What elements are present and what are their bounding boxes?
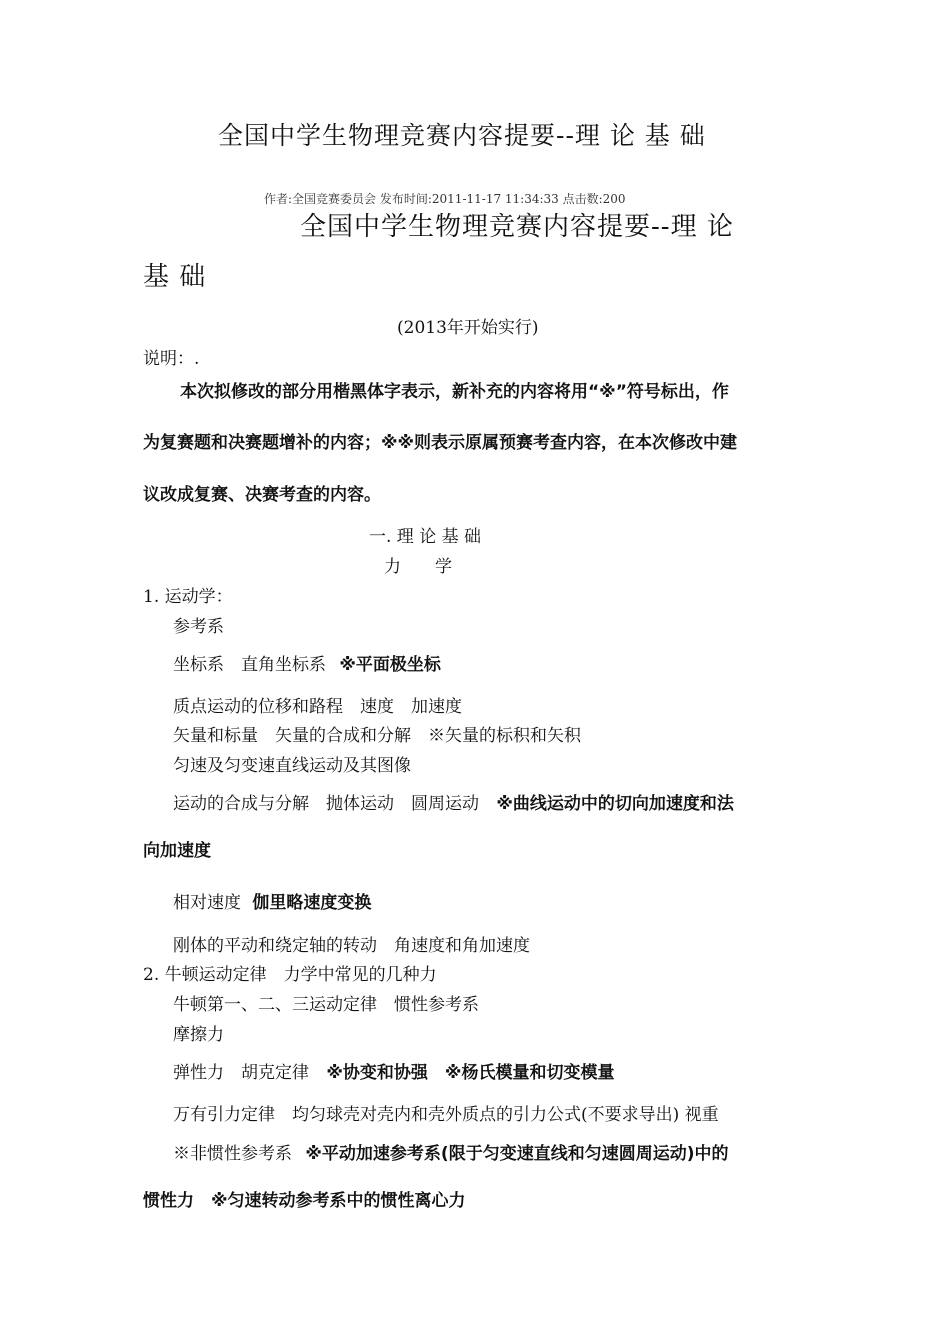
subsection-heading: 力 学 bbox=[384, 557, 452, 577]
s2-line bbox=[173, 1139, 728, 1164]
s1-text: 坐标系 直角坐标系 bbox=[173, 655, 326, 675]
s2-text: 弹性力 胡克定律 bbox=[173, 1063, 309, 1083]
article-title-line1: 全国中学生物理竞赛内容提要--理 论 bbox=[300, 212, 734, 242]
s2-heading: 2. 牛顿运动定律 力学中常见的几种力 bbox=[143, 965, 437, 985]
s1-line-continued: 向加速度 bbox=[143, 841, 211, 861]
s2-text: ※非惯性参考系 bbox=[173, 1144, 292, 1164]
s2-line: 牛顿第一、二、三运动定律 惯性参考系 bbox=[173, 995, 479, 1015]
s2-line bbox=[173, 1058, 614, 1083]
s1-line: 刚体的平动和绕定轴的转动 角速度和角加速度 bbox=[173, 936, 530, 956]
s1-bold-text: ※平面极坐标 bbox=[339, 655, 441, 675]
article-subtitle: (2013年开始实行) bbox=[397, 318, 539, 338]
s1-line bbox=[173, 888, 371, 913]
s1-line: 参考系 bbox=[173, 617, 224, 637]
note-line-2: 为复赛题和决赛题增补的内容；※※则表示原属预赛考查内容，在本次修改中建 bbox=[143, 433, 738, 453]
s1-text: 运动的合成与分解 抛体运动 圆周运动 bbox=[173, 794, 479, 814]
note-label: 说明：. bbox=[143, 349, 200, 369]
s1-heading: 1. 运动学： bbox=[143, 587, 233, 607]
s2-line: 摩擦力 bbox=[173, 1025, 224, 1045]
s1-line: 矢量和标量 矢量的合成和分解 ※矢量的标积和矢积 bbox=[173, 726, 581, 746]
s1-bold-text: 伽里略速度变换 bbox=[252, 893, 372, 913]
section-heading: 一. 理 论 基 础 bbox=[369, 527, 482, 547]
s1-text: 相对速度 bbox=[173, 893, 241, 913]
s2-line: 万有引力定律 均匀球壳对壳内和壳外质点的引力公式(不要求导出) 视重 bbox=[173, 1105, 719, 1125]
s1-line bbox=[173, 789, 734, 814]
s1-bold-text: ※曲线运动中的切向加速度和法 bbox=[496, 794, 734, 814]
s1-line bbox=[173, 650, 441, 675]
s2-line-continued: 惯性力 ※匀速转动参考系中的惯性离心力 bbox=[143, 1191, 466, 1211]
article-title-line2: 基 础 bbox=[143, 262, 207, 292]
s1-line: 匀速及匀变速直线运动及其图像 bbox=[173, 756, 411, 776]
s1-line: 质点运动的位移和路程 速度 加速度 bbox=[173, 697, 462, 717]
page-header-title: 全国中学生物理竞赛内容提要--理 论 基 础 bbox=[218, 121, 706, 150]
s2-bold-text: ※平动加速参考系(限于匀变速直线和匀速圆周运动)中的 bbox=[305, 1144, 729, 1164]
s2-bold-text: ※协变和协强 ※杨氏模量和切变模量 bbox=[326, 1063, 615, 1083]
note-line-3: 议改成复赛、决赛考查的内容。 bbox=[143, 485, 381, 505]
note-line-1: 本次拟修改的部分用楷黑体字表示，新补充的内容将用“※”符号标出，作 bbox=[180, 382, 729, 402]
article-meta: 作者:全国竞赛委员会 发布时间:2011-11-17 11:34:33 点击数:200 bbox=[264, 192, 626, 206]
